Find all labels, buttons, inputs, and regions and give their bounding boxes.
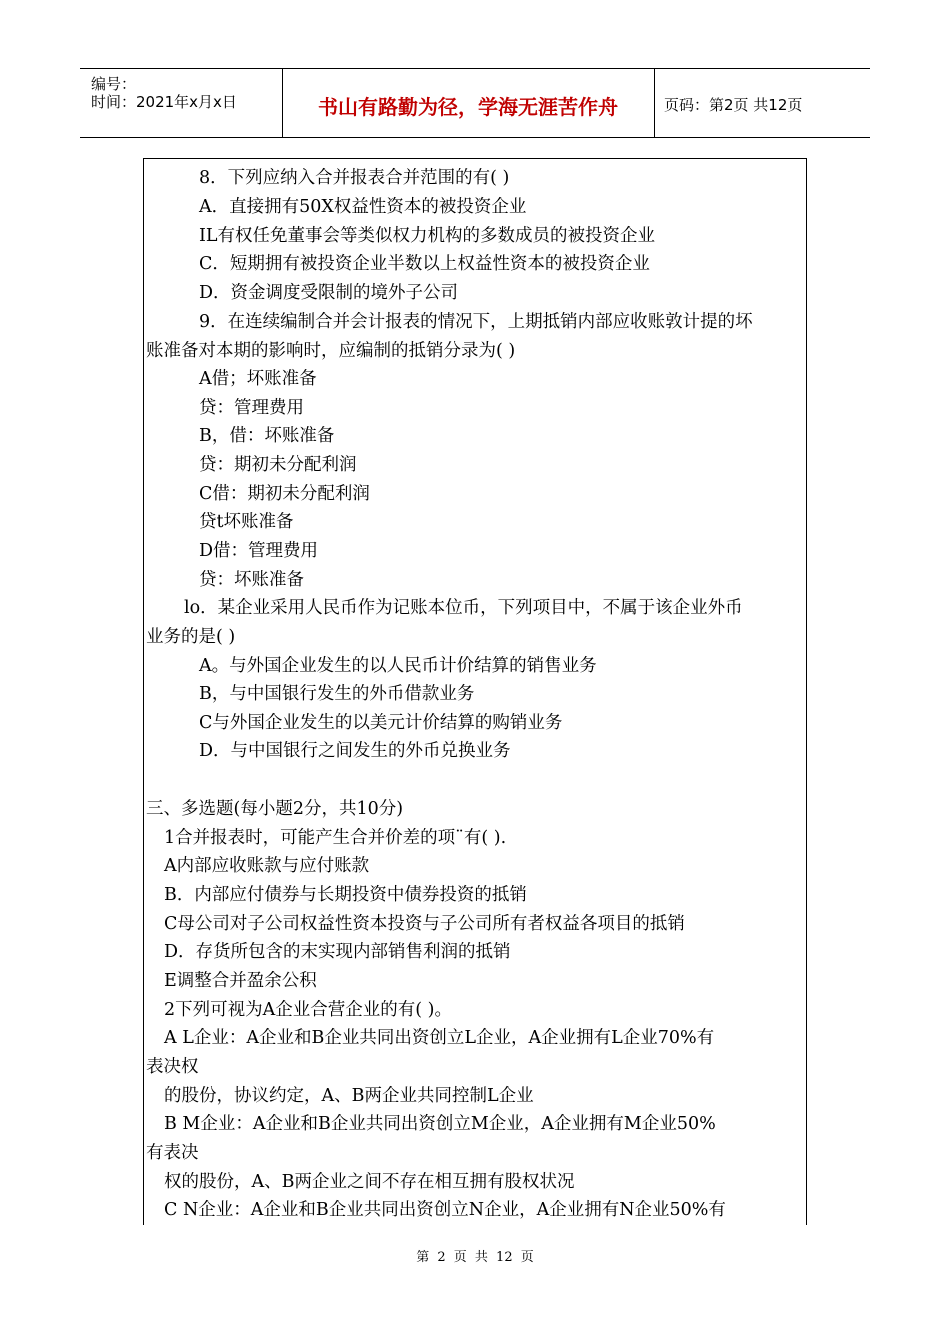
mc2-option-a-cont2: 的股份，协议约定，A、B两企业共同控制L企业 (164, 1086, 534, 1106)
mc2-option-a-cont: 表决权 (146, 1057, 199, 1077)
q9-option-c-debit: C借：期初未分配利润 (199, 484, 370, 504)
q8-option-b: IL有权任免董事会等类似权力机构的多数成员的被投资企业 (199, 226, 656, 246)
q9-option-a-debit: A借；坏账准备 (199, 369, 317, 389)
document-number-label: 编号： (91, 75, 137, 93)
question-9-cont: 账准备对本期的影响时，应编制的抵销分录为( ) (146, 341, 516, 361)
q8-option-c: C．短期拥有被投资企业半数以上权益性资本的被投资企业 (199, 254, 650, 274)
question-10: lo．某企业采用人民币作为记账本位币，下列项目中，不属于该企业外币 (184, 598, 743, 618)
header-page-cell (654, 69, 870, 137)
q9-option-d-credit: 贷：坏账准备 (199, 570, 304, 590)
q9-option-b-credit: 贷：期初未分配利润 (199, 455, 357, 475)
q9-option-a-credit: 贷：管理费用 (199, 398, 304, 418)
q10-option-c: C与外国企业发生的以美元计价结算的购销业务 (199, 713, 563, 733)
q8-option-d: D．资金调度受限制的境外子公司 (199, 283, 459, 303)
mc1-option-b: B．内部应付债券与长期投资中债券投资的抵销 (164, 885, 527, 905)
header-meta-cell (80, 69, 283, 137)
motto-text: 书山有路勤为径，学海无涯苦作舟 (318, 95, 618, 119)
section-heading: 三、多选题(每小题2分，共10分) (146, 799, 404, 819)
header-page-number: 页码：第2页 共12页 (664, 96, 803, 114)
q8-option-a: A．直接拥有50X权益性资本的被投资企业 (199, 197, 527, 217)
page-header (80, 68, 870, 138)
header-motto-cell (282, 69, 655, 137)
q10-option-a: A。与外国企业发生的以人民币计价结算的销售业务 (199, 656, 597, 676)
content-box (143, 158, 807, 1225)
q10-option-b: B，与中国银行发生的外币借款业务 (199, 684, 475, 704)
mc-question-2: 2下列可视为A企业合营企业的有( )。 (164, 1000, 452, 1020)
q9-option-c-credit: 贷t坏账准备 (199, 512, 294, 532)
mc1-option-a: A内部应收账款与应付账款 (164, 856, 370, 876)
q10-option-d: D．与中国银行之间发生的外币兑换业务 (199, 741, 511, 761)
mc-question-1: 1合并报表时，可能产生合并价差的项¨有( ). (164, 828, 507, 848)
q9-option-b-debit: B，借：坏账准备 (199, 426, 335, 446)
question-10-cont: 业务的是( ) (146, 627, 236, 647)
mc1-option-c: C母公司对子公司权益性资本投资与子公司所有者权益各项目的抵销 (164, 914, 685, 934)
mc2-option-b-cont2: 权的股份，A、B两企业之间不存在相互拥有股权状况 (164, 1172, 575, 1192)
question-9: 9．在连续编制合并会计报表的情况下，上期抵销内部应收账敦计提的坏 (199, 312, 753, 332)
mc1-option-e: E调整合并盈余公积 (164, 971, 317, 991)
page-footer: 第 2 页 共 12 页 (416, 1250, 534, 1265)
document-date: 时间：2021年x月x日 (91, 93, 237, 111)
mc2-option-b: B M企业：A企业和B企业共同出资创立M企业，A企业拥有M企业50% (164, 1114, 716, 1134)
q9-option-d-debit: D借：管理费用 (199, 541, 319, 561)
mc2-option-a: A L企业：A企业和B企业共同出资创立L企业，A企业拥有L企业70%有 (164, 1028, 715, 1048)
mc1-option-d: D．存货所包含的末实现内部销售利润的抵销 (164, 942, 511, 962)
mc2-option-c: C N企业：A企业和B企业共同出资创立N企业，A企业拥有N企业50%有 (164, 1200, 726, 1220)
question-8: 8．下列应纳入合并报表合并范围的有( ) (199, 168, 510, 188)
mc2-option-b-cont: 有表决 (146, 1143, 199, 1163)
